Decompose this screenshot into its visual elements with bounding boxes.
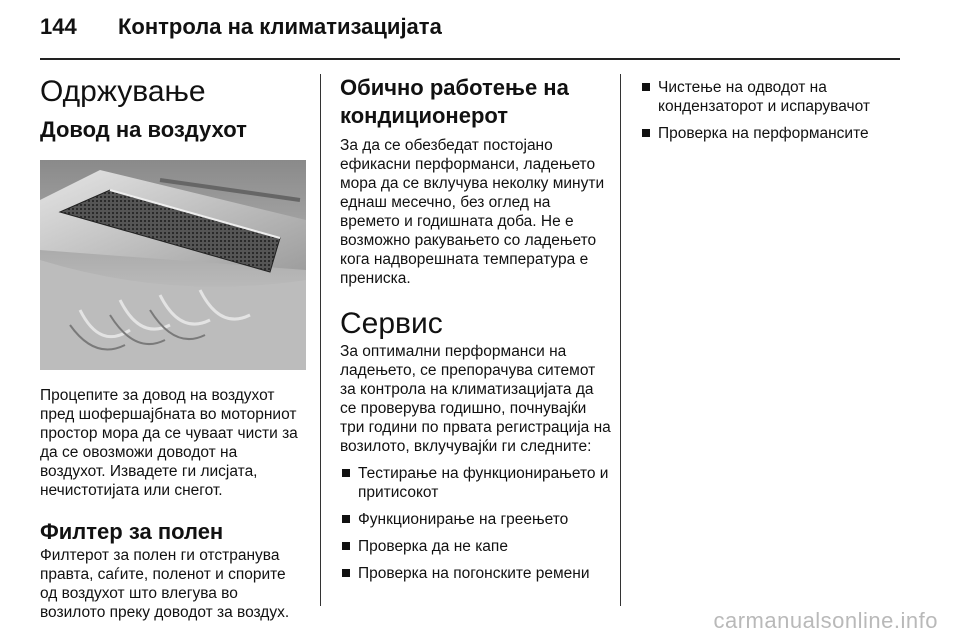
bullet-square-icon: [642, 129, 650, 137]
bullet-square-icon: [342, 469, 350, 477]
bullet-square-icon: [342, 542, 350, 550]
air-intake-heading: Довод на воздухот: [40, 117, 247, 142]
service-checklist-continued: [640, 78, 930, 143]
list-item: Функционирање на греењето: [340, 510, 612, 529]
pollen-filter-text: Филтерот за полен ги отстранува правта, саѓите, поленот и спорите од воздухот што влегува во возилото преку доводот за воздух.: [40, 547, 290, 621]
list-item: Проверка на перформансите: [640, 124, 930, 143]
bullet-square-icon: [342, 515, 350, 523]
watermark: carmanualsonline.info: [713, 608, 938, 633]
maintenance-heading: Одржување: [40, 75, 206, 108]
air-intake-illustration: [40, 160, 306, 370]
air-intake-text: Процепите за довод на воздухот пред шофершајбната во моторниот простор мора да се чуваат чисти за да се овозможи доводот на воздухот. Извадете ги лисјата, нечистотијата или снегот.: [40, 387, 298, 499]
page-number: 144: [40, 14, 77, 39]
column-divider-1: [320, 74, 321, 606]
column-2: [340, 74, 612, 591]
list-item: Проверка да не капе: [340, 537, 612, 556]
column-1: [40, 74, 306, 622]
list-item: Тестирање на функционирањето и притисокот: [340, 464, 612, 502]
service-heading: Сервис: [340, 307, 443, 340]
header-rule: [40, 58, 900, 60]
bullet-square-icon: [342, 569, 350, 577]
list-item: Чистење на одводот на кондензаторот и испарувачот: [640, 78, 930, 116]
service-checklist: [340, 464, 612, 583]
ac-operation-heading: Обично работење на кондиционерот: [340, 75, 569, 128]
list-item: Проверка на погонските ремени: [340, 564, 612, 583]
column-3: [640, 74, 930, 151]
page-header: [40, 14, 920, 48]
column-divider-2: [620, 74, 621, 606]
service-text: За оптимални перформанси на ладењето, се препорачува ситемот за контрола на климатизацијата да се проверува годишно, почнувајќи три години по првата регистрација на возилото, вклучувајќи ги следните:: [340, 343, 611, 455]
pollen-filter-heading: Филтер за полен: [40, 519, 224, 544]
bullet-square-icon: [642, 83, 650, 91]
chapter-title: Контрола на климатизацијата: [118, 14, 442, 39]
ac-operation-text: За да се обезбедат постојано ефикасни перформанси, ладењето мора да се вклучува неколку минути еднаш месечно, без оглед на времето и годишната доба. Не е возможно ракувањето со ладењето кога надворешната температура е прениска.: [340, 137, 605, 287]
